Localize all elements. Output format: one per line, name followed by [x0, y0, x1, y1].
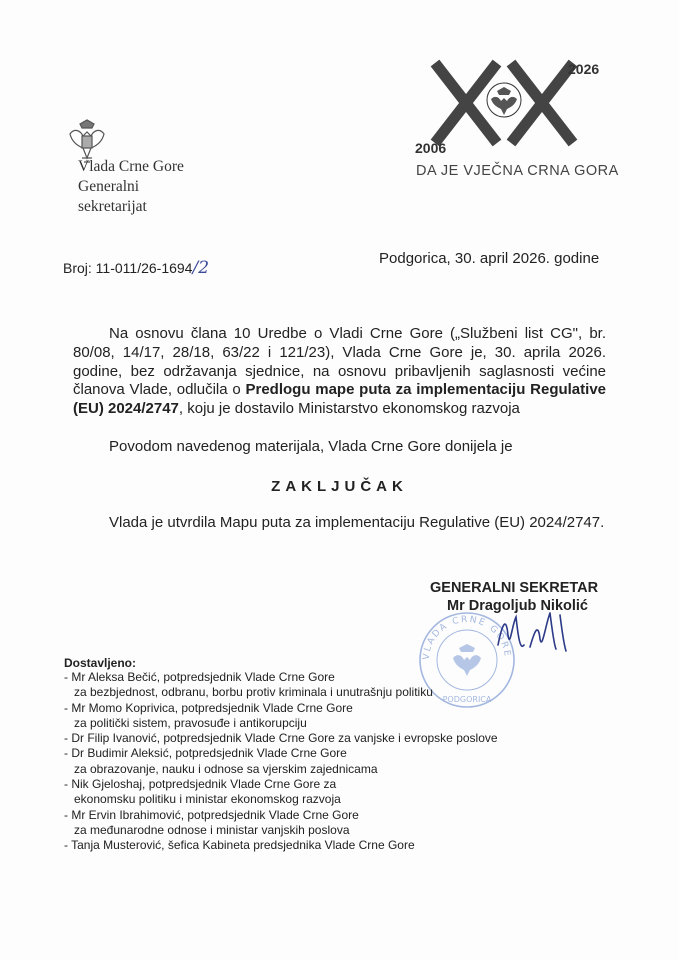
paragraph-1 [73, 325, 606, 419]
paragraph-1-lead: Na osnovu člana 10 Uredbe o Vladi Crne Gore („Službeni list CG", br. 80/08, 14/17, 28/18, 63/22 i 121/23), Vlada Crne Gore je, 30. aprila 2026. godine, bez održavanja sjednice, na osnovu pribavljenih saglasnosti većine članova Vlade, odlučila o [73, 325, 606, 399]
distribution-item: - Nik Gjeloshaj, potpredsjednik Vlade Crne Gore za [64, 777, 544, 792]
document-number-label: Broj: 11-011/26-1694 [63, 260, 193, 276]
document-number [63, 258, 209, 278]
stamp-ring-text: VLADA CRNE GORE [421, 614, 513, 661]
handwritten-signature [490, 605, 580, 660]
logo-motto: DA JE VJEČNA CRNA GORA [416, 163, 619, 179]
distribution-item-detail: za bezbjednost, odbranu, borbu protiv kriminala i unutrašnju politiku [74, 685, 433, 700]
distribution-list [64, 670, 544, 854]
paragraph-2: Povodom navedenog materijala, Vlada Crne Gore donijela je [109, 438, 513, 455]
distribution-item: - Tanja Musterović, šefica Kabineta predsjednika Vlade Crne Gore [64, 838, 544, 853]
distribution-item: - Dr Budimir Aleksić, potpredsjednik Vlade Crne Gore [64, 746, 544, 761]
paragraph-3-text: Vlada je utvrdila Mapu puta za implementaciju Regulative (EU) 2024/2747. [109, 514, 605, 531]
distribution-item: - Mr Aleksa Bečić, potpredsjednik Vlade Crne Gore [64, 670, 544, 685]
logo-year-start: 2006 [415, 140, 447, 156]
stamp-city: PODGORICA [442, 695, 492, 704]
document-number-handwritten: /2 [192, 258, 210, 278]
org-line-1: Vlada Crne Gore [78, 158, 184, 175]
paragraph-1-bold: Predlogu mape puta za implementaciju Regulative (EU) 2024/2747 [73, 381, 607, 418]
logo-year-end: 2026 [568, 61, 600, 77]
distribution-item-detail: za politički sistem, pravosuđe i antikorupciju [74, 715, 307, 730]
distribution-item-detail: za obrazovanje, nauku i odnose sa vjerskim zajednicama [74, 761, 378, 776]
org-line-3: sekretarijat [78, 198, 147, 215]
place-and-date: Podgorica, 30. april 2026. godine [379, 250, 600, 267]
distribution-item: - Dr Filip Ivanović, potpredsjednik Vlade Crne Gore za vanjske i evropske poslove [64, 731, 544, 746]
distribution-item-detail: za međunarodne odnose i ministar vanjskih poslova [74, 822, 350, 837]
distribution-item-detail: ekonomsku politiku i ministar ekonomskog razvoja [74, 792, 341, 807]
paragraph-3 [73, 514, 606, 533]
decision-heading: ZAKLJUČAK [271, 478, 408, 495]
paragraph-1-tail: , koju je dostavilo Ministarstvo ekonomskog razvoja [178, 400, 520, 418]
org-line-2: Generalni [78, 178, 140, 195]
signatory-name: Mr Dragoljub Nikolić [447, 598, 588, 614]
distribution-item: - Mr Momo Koprivica, potpredsjednik Vlade Crne Gore [64, 701, 544, 716]
distribution-title: Dostavljeno: [64, 656, 137, 670]
signatory-title: GENERALNI SEKRETAR [430, 580, 599, 596]
distribution-item: - Mr Ervin Ibrahimović, potpredsjednik Vlade Crne Gore [64, 808, 544, 823]
organization-name [78, 157, 218, 217]
